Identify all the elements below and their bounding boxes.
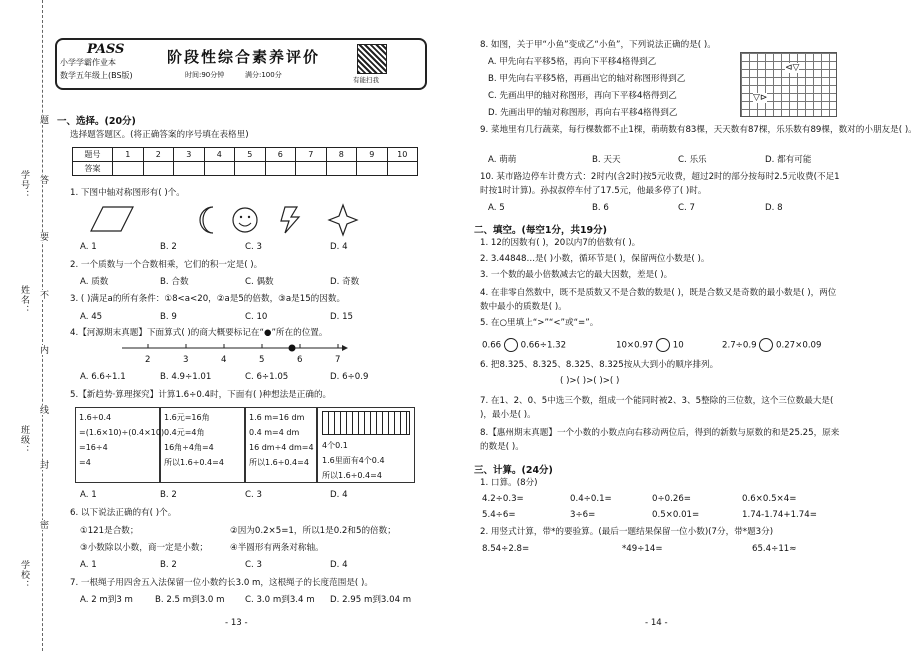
option: B. 甲先向右平移5格，再画出它的轴对称图形得到乙 (488, 74, 686, 84)
option: C. 3 (245, 242, 262, 252)
option: C. 7 (678, 203, 695, 213)
cut-char: 不 (38, 290, 48, 300)
oral-calc: 3÷6= (570, 510, 596, 520)
method-line: 所以1.6÷0.4=4 (164, 458, 224, 467)
oral-calc: 1.74-1.74+1.74= (742, 510, 817, 520)
section-2-title: 二、填空。(每空1分，共19分) (474, 225, 608, 236)
statement: ③小数除以小数，商一定是小数； (80, 543, 209, 553)
option: D. 4 (330, 490, 348, 500)
page-number-left: - 13 - (225, 618, 248, 628)
answer-cell[interactable] (113, 162, 144, 176)
option: D. 4 (330, 560, 348, 570)
compare-left: 10×0.97 (616, 340, 654, 351)
crescent-icon (200, 207, 213, 233)
method-a-box (75, 407, 165, 483)
tick-label: 2 (145, 355, 151, 365)
question-10: 10. 某市路边停车计费方式：2时内(含2时)按5元收费，超过2时的部分按每时2.5元收费(不足1时按1时计算)。孙叔叔停车付了17.5元，他最多停了( )时。 (480, 172, 840, 196)
option: B. 4.9÷1.01 (160, 372, 212, 382)
statement: ④半圆形有两条对称轴。 (230, 543, 324, 553)
table-header-cell: 6 (265, 148, 296, 162)
fish-icon: ▽⊳ (753, 93, 768, 103)
option: B. 9 (160, 312, 177, 322)
tick-label: 7 (335, 355, 341, 365)
cut-char: 封 (38, 460, 48, 470)
method-line: =16÷4 (79, 443, 108, 452)
question-3: 3. ( )满足a的所有条件：①8<a<20，②a是5的倍数，③a是15的因数。 (70, 294, 346, 304)
table-header-cell: 3 (174, 148, 205, 162)
logo: PASS (87, 42, 125, 57)
compare-right: 10 (672, 340, 684, 351)
oral-calc: 4.2÷0.3= (482, 494, 524, 504)
method-line: 1.6 m=16 dm (249, 413, 305, 422)
option: B. 2 (160, 490, 177, 500)
answer-cell[interactable] (204, 162, 235, 176)
answer-cell[interactable] (143, 162, 174, 176)
cut-char: 密 (38, 520, 48, 530)
question-2: 2. 一个质数与一个合数相乘，它们的积一定是( )。 (70, 260, 263, 270)
question-5: 5.【新趋势·算理探究】计算1.6÷0.4时，下面有( )种想法是正确的。 (70, 390, 332, 400)
method-line: 1.6÷0.4 (79, 413, 112, 422)
fill-7: 7. 在1、2、0、5中选三个数，组成一个能同时被2、3、5整除的三位数，这个三位数最大是( )，最小是( )。 (480, 396, 834, 420)
fill-4: 4. 在非零自然数中，既不是质数又不是合数的数是( )，既是合数又是奇数的最小数是( )，两位数中最小的质数是( )。 (480, 288, 837, 312)
option: B. 2 (160, 560, 177, 570)
option: D. 6÷0.9 (330, 372, 369, 382)
option: C. 3.0 m到3.4 m (245, 595, 315, 605)
method-line: 所以1.6÷0.4=4 (322, 471, 382, 480)
cut-char: 线 (38, 405, 48, 415)
question-4: 4.【河源期末真题】下面算式( )的商大概要标记在“●”所在的位置。 (70, 328, 328, 338)
series-name: 小学学霸作业本 (60, 58, 116, 67)
option: C. 3 (245, 490, 262, 500)
compare-item (482, 338, 566, 352)
parallelogram-icon (91, 207, 133, 231)
option: C. 乐乐 (678, 155, 707, 165)
fill-1: 1. 12的因数有( )，20以内7的倍数有( )。 (480, 238, 641, 248)
table-header-cell: 题号 (73, 148, 113, 162)
qr-code-icon (357, 44, 387, 74)
option: C. 先画出甲的轴对称图形，再向下平移4格得到乙 (488, 91, 677, 101)
answer-cell[interactable] (296, 162, 327, 176)
qr-label: 有能扫我 (353, 76, 379, 84)
option: B. 2 (160, 242, 177, 252)
table-header-cell: 7 (296, 148, 327, 162)
fish-icon: ⊲▽ (785, 63, 800, 73)
method-line: =4 (79, 458, 91, 467)
method-line: 16角÷4角=4 (164, 443, 214, 452)
method-line: 4个0.1 (322, 441, 348, 450)
method-line: 所以1.6÷0.4=4 (249, 458, 309, 467)
calc-2: 2. 用竖式计算，带*的要验算。(最后一题结果保留一位小数)(7分，带*题3分) (480, 527, 774, 537)
answer-cell[interactable] (357, 162, 388, 176)
fill-3: 3. 一个数的最小倍数减去它的最大因数，差是( )。 (480, 270, 673, 280)
cut-char: 答 (38, 175, 48, 185)
cut-char: 题 (38, 115, 48, 125)
table-header-cell: 10 (387, 148, 418, 162)
fill-5: 5. 在○里填上“>”“<”或“=”。 (480, 318, 599, 328)
binding-edge (0, 0, 52, 651)
compare-item (722, 338, 822, 352)
section-1-note: 选择题答题区。(将正确答案的序号填在表格里) (70, 130, 249, 140)
method-c-box (245, 407, 317, 483)
compare-circle[interactable] (504, 338, 518, 352)
smiley-icon (233, 208, 257, 232)
star-icon (329, 205, 357, 235)
oral-calc: 5.4÷6= (482, 510, 516, 520)
method-line: =(1.6×10)÷(0.4×10) (79, 428, 165, 437)
vertical-calc: *49÷14= (622, 544, 663, 554)
table-header-cell: 9 (357, 148, 388, 162)
table-header-cell: 8 (326, 148, 357, 162)
statement: ①121是合数； (80, 526, 139, 536)
option: A. 质数 (80, 277, 109, 287)
marked-point (289, 345, 296, 352)
oral-calc: 0.6×0.5×4= (742, 494, 797, 504)
option: D. 4 (330, 242, 348, 252)
method-line: 0.4元=4角 (164, 428, 205, 437)
question-7: 7. 一根绳子用四舍五入法保留一位小数约长3.0 m，这根绳子的长度范围是( )。 (70, 578, 373, 588)
option: D. 8 (765, 203, 783, 213)
option: D. 2.95 m到3.04 m (330, 595, 412, 605)
option: A. 2 m到3 m (80, 595, 133, 605)
compare-circle[interactable] (759, 338, 773, 352)
header-box (55, 38, 427, 90)
time-label: 时间:90分钟 (185, 71, 225, 79)
table-header-cell: 4 (204, 148, 235, 162)
option: A. 萌萌 (488, 155, 517, 165)
calc-1: 1. 口算。(8分) (480, 478, 538, 488)
q1-shapes (85, 203, 365, 235)
hundredths-grid-icon (322, 411, 410, 435)
compare-circle[interactable] (656, 338, 670, 352)
table-header-cell: 5 (235, 148, 266, 162)
option: B. 天天 (592, 155, 621, 165)
option: C. 6÷1.05 (245, 372, 289, 382)
table-header-cell: 2 (143, 148, 174, 162)
answer-cell[interactable] (235, 162, 266, 176)
option: D. 奇数 (330, 277, 360, 287)
name-label: 姓名： (19, 285, 29, 315)
method-d-box (317, 407, 415, 483)
tick-label: 5 (259, 355, 265, 365)
option: B. 6 (592, 203, 609, 213)
answer-row-label: 答案 (73, 162, 113, 176)
method-line: 0.4 m=4 dm (249, 428, 300, 437)
tick-label: 4 (221, 355, 227, 365)
statement: ②因为0.2×5=1，所以1是0.2和5的倍数； (230, 526, 396, 536)
option: A. 1 (80, 242, 97, 252)
option: D. 15 (330, 312, 354, 322)
grade-label: 数学五年级上(BS版) (60, 71, 133, 80)
cut-char: 要 (38, 232, 48, 242)
option: C. 10 (245, 312, 268, 322)
oral-calc: 0.4÷0.1= (570, 494, 612, 504)
table-header-cell: 1 (113, 148, 144, 162)
compare-left: 2.7÷0.9 (722, 340, 757, 351)
answer-cell[interactable] (265, 162, 296, 176)
tick-label: 6 (297, 355, 303, 365)
option: A. 5 (488, 203, 505, 213)
option: A. 甲先向右平移5格，再向下平移4格得到乙 (488, 57, 657, 67)
method-b-box (160, 407, 245, 483)
lightning-icon (281, 207, 299, 233)
answer-table (72, 147, 418, 176)
section-1-title: 一、选择。(20分) (57, 116, 136, 127)
option: A. 1 (80, 490, 97, 500)
fill-6: 6. 把8.325、8.325、8.325、8.325按从大到小的顺序排列。 (480, 360, 719, 370)
option: D. 先画出甲的轴对称图形，再向右平移4格得到乙 (488, 108, 678, 118)
oral-calc: 0.5×0.01= (652, 510, 700, 520)
compare-left: 0.66 (482, 340, 502, 351)
option: B. 2.5 m到3.0 m (155, 595, 225, 605)
method-line: 1.6元=16角 (164, 413, 210, 422)
number-line (120, 342, 350, 356)
method-line: 16 dm÷4 dm=4 (249, 443, 314, 452)
vertical-calc: 8.54÷2.8= (482, 544, 530, 554)
option: A. 1 (80, 560, 97, 570)
oral-calc: 0÷0.26= (652, 494, 692, 504)
compare-item (616, 338, 684, 352)
fill-8: 8.【惠州期末真题】一个小数的小数点向右移动两位后，得到的新数与原数的和是25.25，原来的数是( )。 (480, 428, 840, 452)
compare-right: 0.66÷1.32 (520, 340, 567, 351)
section-3-title: 三、计算。(24分) (474, 465, 553, 476)
school-label: 学校： (19, 560, 29, 590)
option: C. 3 (245, 560, 262, 570)
compare-right: 0.27×0.09 (776, 340, 822, 351)
option: D. 都有可能 (765, 155, 812, 165)
option: A. 45 (80, 312, 103, 322)
tick-label: 3 (183, 355, 189, 365)
fill-2: 2. 3.44848…是( )小数，循环节是( )，保留两位小数是( )。 (480, 254, 710, 264)
option: A. 6.6÷1.1 (80, 372, 126, 382)
question-1: 1. 下图中轴对称图形有( )个。 (70, 188, 185, 198)
score-label: 满分:100分 (245, 71, 282, 79)
question-9: 9. 菜地里有几行蔬菜，每行棵数都不止1棵，萌萌数有83棵，天天数有87棵，乐乐数有89棵，数对的小朋友是( )。 (480, 125, 917, 135)
answer-cell[interactable] (387, 162, 418, 176)
fish-grid (740, 52, 837, 117)
student-id-label: 学号： (19, 170, 29, 200)
answer-cell[interactable] (326, 162, 357, 176)
class-label: 班级： (19, 425, 29, 455)
fill-6-order: ( )>( )>( )>( ) (560, 376, 620, 386)
method-line: 1.6里面有4个0.4 (322, 456, 385, 465)
page-number-right: - 14 - (645, 618, 668, 628)
answer-cell[interactable] (174, 162, 205, 176)
cut-line (42, 0, 43, 651)
cut-char: 内 (38, 345, 48, 355)
question-8: 8. 如图，关于甲“小鱼”变成乙“小鱼”，下列说法正确的是( )。 (480, 40, 716, 50)
option: C. 偶数 (245, 277, 274, 287)
vertical-calc: 65.4÷11≈ (752, 544, 797, 554)
page-title: 阶段性综合素养评价 (167, 48, 321, 66)
question-6: 6. 以下说法正确的有( )个。 (70, 508, 177, 518)
option: B. 合数 (160, 277, 189, 287)
